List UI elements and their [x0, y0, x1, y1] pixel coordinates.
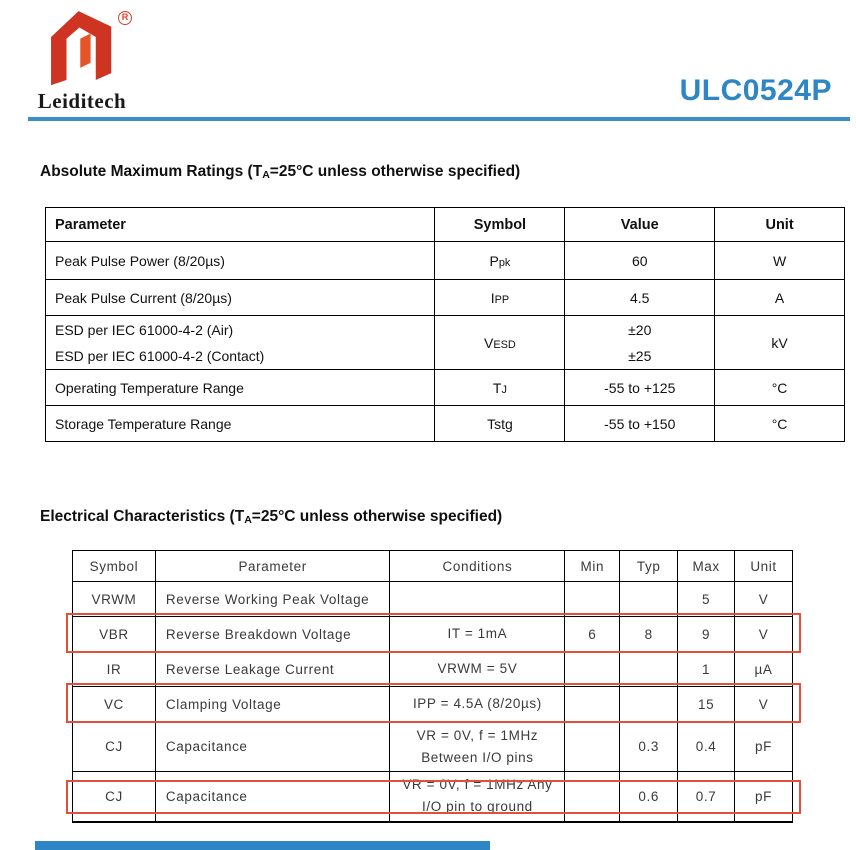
unit-cell: °C: [715, 406, 845, 442]
symbol-cell: [435, 370, 565, 406]
max-cell: 9: [678, 617, 735, 652]
value-line: -55 to +150: [604, 415, 676, 432]
symbol-cell: VC: [73, 687, 156, 722]
symbol-cell: [435, 406, 565, 442]
typ-cell: [620, 582, 678, 617]
column-header: Min: [565, 551, 620, 582]
abs-max-table-header: [46, 208, 845, 242]
condition-line: I/O pin to ground: [422, 799, 533, 815]
unit-cell: V: [735, 617, 793, 652]
company-logo: [32, 6, 132, 114]
abs-max-table-body: [46, 242, 845, 442]
min-cell: [565, 582, 620, 617]
registered-trademark-icon: R: [118, 11, 132, 25]
conditions-cell: [390, 687, 565, 722]
max-cell: 15: [678, 687, 735, 722]
parameter-line: Peak Pulse Current (8/20µs): [55, 289, 232, 306]
value-line: ±20: [628, 321, 652, 338]
column-header: Parameter: [46, 208, 435, 242]
table-row: [46, 242, 845, 280]
parameter-line: Storage Temperature Range: [55, 415, 232, 432]
condition-line: VRWM = 5V: [437, 661, 518, 676]
symbol-cell: VBR: [73, 617, 156, 652]
symbol-text: Tstg: [487, 415, 513, 432]
table-row: [73, 617, 793, 652]
condition-line: IPP = 4.5A (8/20µs): [412, 696, 542, 711]
parameter-cell: [46, 370, 435, 406]
company-name: Leiditech: [37, 89, 127, 113]
parameter-cell: Reverse Working Peak Voltage: [155, 582, 390, 617]
column-header: Conditions: [390, 551, 565, 582]
conditions-cell: [390, 582, 565, 617]
typ-cell: 8: [620, 617, 678, 652]
value-cell: [565, 370, 715, 406]
symbol-subscript: pk: [498, 256, 511, 269]
header-divider: [28, 117, 850, 121]
typ-cell: [620, 652, 678, 687]
parameter-line: ESD per IEC 61000-4-2 (Contact): [55, 347, 265, 364]
unit-cell: V: [735, 687, 793, 722]
electrical-table: [72, 550, 793, 823]
value-line: ±25: [628, 347, 652, 364]
table-row: [73, 722, 793, 772]
symbol-text: I: [490, 289, 495, 306]
symbol-subscript: J: [501, 383, 507, 396]
max-cell: 1: [678, 652, 735, 687]
heading-text: Absolute Maximum Ratings (T: [40, 163, 263, 180]
heading-subscript: A: [262, 169, 270, 181]
electrical-heading: [40, 508, 502, 526]
symbol-text: V: [484, 334, 494, 351]
unit-cell: µA: [735, 652, 793, 687]
value-cell: [565, 316, 715, 370]
column-header: Value: [565, 208, 715, 242]
table-row: [73, 582, 793, 617]
unit-cell: A: [715, 280, 845, 316]
conditions-cell: [390, 772, 565, 822]
table-row: [46, 316, 845, 370]
electrical-table-body: [73, 582, 793, 822]
typ-cell: 0.6: [620, 772, 678, 822]
parameter-cell: Reverse Leakage Current: [155, 652, 390, 687]
condition-line: VR = 0V, f = 1MHz Any: [402, 777, 553, 793]
symbol-cell: CJ: [73, 772, 156, 822]
column-header: Symbol: [435, 208, 565, 242]
parameter-line: Peak Pulse Power (8/20µs): [55, 252, 225, 269]
conditions-cell: [390, 722, 565, 772]
min-cell: [565, 687, 620, 722]
parameter-cell: [46, 406, 435, 442]
symbol-cell: CJ: [73, 722, 156, 772]
condition-line: VR = 0V, f = 1MHz: [416, 727, 539, 743]
value-line: 4.5: [630, 289, 650, 306]
parameter-cell: Capacitance: [155, 722, 390, 772]
symbol-text: T: [492, 379, 502, 396]
min-cell: [565, 652, 620, 687]
symbol-cell: IR: [73, 652, 156, 687]
product-title: ULC0524P: [679, 74, 832, 107]
table-row: [73, 652, 793, 687]
footer-bar: [35, 841, 490, 850]
column-header: Unit: [735, 551, 793, 582]
max-cell: 5: [678, 582, 735, 617]
heading-text: =25°C unless otherwise specified): [251, 508, 503, 525]
value-cell: [565, 406, 715, 442]
value-line: -55 to +125: [604, 379, 676, 396]
unit-cell: kV: [715, 316, 845, 370]
value-cell: [565, 280, 715, 316]
table-row: [46, 370, 845, 406]
condition-line: IT = 1mA: [447, 626, 508, 641]
unit-cell: W: [715, 242, 845, 280]
parameter-cell: Clamping Voltage: [155, 687, 390, 722]
heading-text: =25°C unless otherwise specified): [269, 163, 521, 180]
unit-cell: pF: [735, 722, 793, 772]
heading-subscript: A: [244, 514, 252, 526]
unit-cell: pF: [735, 772, 793, 822]
abs-max-table: [45, 207, 845, 442]
abs-max-heading: [40, 163, 520, 181]
unit-cell: V: [735, 582, 793, 617]
value-line: 60: [631, 252, 648, 269]
parameter-cell: [46, 280, 435, 316]
symbol-text: P: [489, 252, 499, 269]
unit-cell: °C: [715, 370, 845, 406]
parameter-cell: [46, 316, 435, 370]
header-row: [73, 551, 793, 582]
conditions-cell: [390, 617, 565, 652]
table-row: [46, 280, 845, 316]
min-cell: [565, 772, 620, 822]
symbol-subscript: PP: [494, 293, 510, 306]
leiditech-logo-icon: [39, 6, 125, 92]
min-cell: 6: [565, 617, 620, 652]
symbol-subscript: ESD: [493, 338, 516, 351]
condition-line: Between I/O pins: [421, 749, 534, 765]
conditions-cell: [390, 652, 565, 687]
value-cell: [565, 242, 715, 280]
parameter-cell: Capacitance: [155, 772, 390, 822]
parameter-line: Operating Temperature Range: [55, 379, 244, 396]
symbol-cell: [435, 242, 565, 280]
min-cell: [565, 722, 620, 772]
column-header: Unit: [715, 208, 845, 242]
column-header: Symbol: [73, 551, 156, 582]
typ-cell: 0.3: [620, 722, 678, 772]
column-header: Max: [678, 551, 735, 582]
column-header: Typ: [620, 551, 678, 582]
symbol-cell: [435, 280, 565, 316]
table-row: [46, 406, 845, 442]
symbol-cell: [435, 316, 565, 370]
header-row: [46, 208, 845, 242]
table-row: [73, 687, 793, 722]
max-cell: 0.7: [678, 772, 735, 822]
parameter-line: ESD per IEC 61000-4-2 (Air): [55, 321, 234, 338]
typ-cell: [620, 687, 678, 722]
electrical-table-header: [73, 551, 793, 582]
column-header: Parameter: [155, 551, 390, 582]
symbol-cell: VRWM: [73, 582, 156, 617]
heading-text: Electrical Characteristics (T: [40, 508, 245, 525]
max-cell: 0.4: [678, 722, 735, 772]
table-row: [73, 772, 793, 822]
parameter-cell: [46, 242, 435, 280]
parameter-cell: Reverse Breakdown Voltage: [155, 617, 390, 652]
